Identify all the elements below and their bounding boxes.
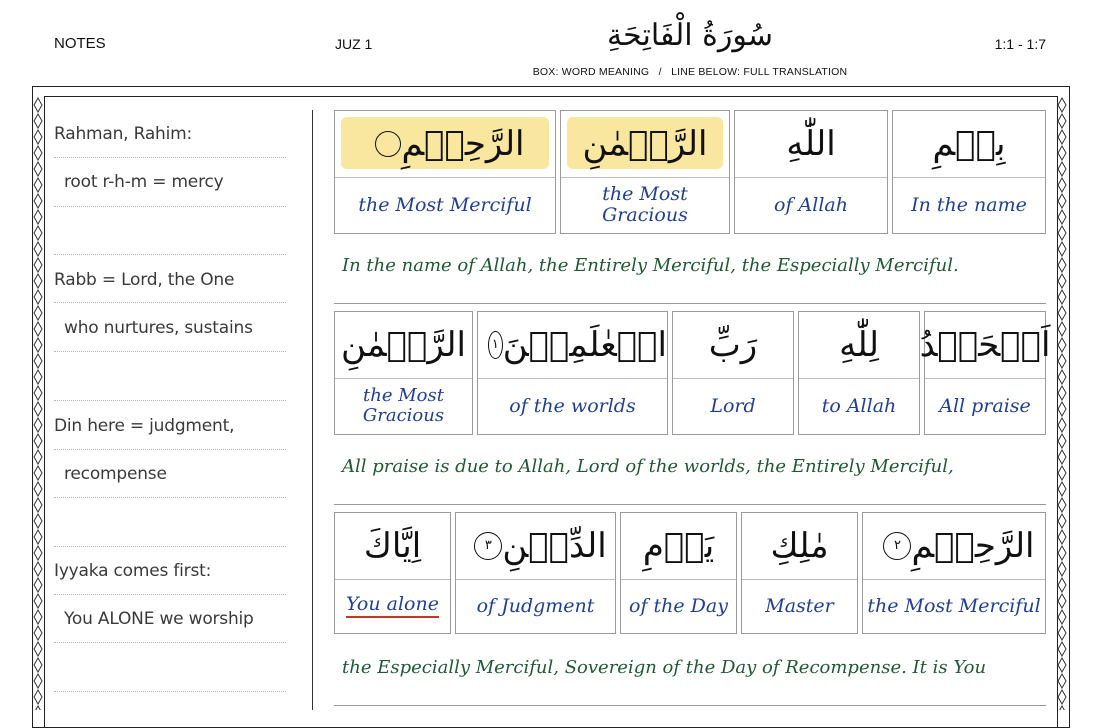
word-meaning: to Allah (821, 394, 897, 417)
arabic-word: الرَّحۡمٰنِ (561, 111, 729, 178)
word-box (477, 311, 668, 435)
row-divider (334, 705, 1046, 706)
surah-title: سُورَةُ الْفَاتِحَةِ (607, 18, 773, 53)
word-box (672, 311, 794, 435)
note-line-text: Rabb = Lord, the One (54, 270, 235, 290)
ayah-end-marker: ١ (488, 331, 503, 359)
word-box (334, 512, 451, 634)
word-box (455, 512, 616, 634)
word-box (560, 110, 730, 234)
word-meaning: In the name (911, 193, 1027, 216)
note-ruled-line (54, 449, 286, 450)
arabic-word: رَبِّ (673, 312, 793, 379)
arabic-word: مٰلِكِ (742, 513, 857, 580)
arabic-word: الرَّحِيۡمِ (335, 111, 555, 178)
note-ruled-line (54, 206, 286, 207)
word-meaning (335, 579, 450, 633)
notes-heading: NOTES (54, 35, 106, 52)
word-meaning: the Most Gracious (602, 183, 688, 226)
arabic-word: لِلّٰهِ (799, 312, 919, 379)
note-line-text: You ALONE we worship (64, 609, 254, 629)
note-line-text: Iyyaka comes first: (54, 561, 212, 581)
arabic-word: اِيَّاكَ (335, 513, 450, 580)
decorative-border-right (1057, 97, 1067, 710)
word-box (741, 512, 858, 634)
note-ruled-line (54, 302, 286, 303)
underlined-meaning: You alone (346, 594, 439, 618)
note-ruled-line (54, 691, 286, 692)
word-meaning: the Most Gracious (362, 385, 445, 426)
word-box (798, 311, 920, 435)
verse-translation: the Especially Merciful, Sovereign of the Day of Recompense. It is You (342, 657, 987, 678)
verse-translation: In the name of Allah, the Entirely Merciful, the Especially Merciful. (342, 255, 959, 276)
word-box (334, 110, 556, 234)
arabic-word: الرَّحِيۡمِ ٢ (863, 513, 1045, 580)
word-meaning: the Most Merciful (358, 193, 532, 216)
verse-range: 1:1 - 1:7 (994, 36, 1046, 52)
word-meaning: of Allah (774, 193, 848, 216)
word-meaning: the Most Merciful (867, 594, 1041, 617)
legend-caption: BOX: WORD MEANING / LINE BELOW: FULL TRANSLATION (532, 66, 848, 78)
word-box (862, 512, 1046, 634)
word-meaning: of Judgment (476, 594, 595, 617)
arabic-word: اللّٰهِ (735, 111, 887, 178)
note-ruled-line (54, 400, 286, 401)
arabic-word: الرَّحۡمٰنِ (335, 312, 472, 379)
note-line-text: Din here = judgment, (54, 416, 235, 436)
word-box (334, 311, 473, 435)
arabic-word: الۡعٰلَمِيۡنَ ١ (478, 312, 667, 379)
row-divider (334, 303, 1046, 304)
word-meaning: of the Day (629, 594, 728, 617)
note-line-text: Rahman, Rahim: (54, 124, 193, 144)
arabic-word: اَلۡحَمۡدُ (925, 312, 1045, 379)
arabic-word: الدِّيۡنِ ٣ (456, 513, 615, 580)
verse-translation: All praise is due to Allah, Lord of the worlds, the Entirely Merciful, (342, 456, 954, 477)
note-ruled-line (54, 594, 286, 595)
note-ruled-line (54, 157, 286, 158)
note-line-text: recompense (64, 464, 167, 484)
arabic-word: يَوۡمِ (621, 513, 736, 580)
word-box (892, 110, 1046, 234)
note-ruled-line (54, 254, 286, 255)
ayah-end-marker: ٢ (883, 532, 911, 560)
ayah-end-marker: ٣ (474, 532, 502, 560)
decorative-border-left (33, 97, 43, 710)
word-meaning: of the worlds (509, 394, 636, 417)
word-meaning: Lord (710, 394, 756, 417)
note-line-text: root r-h-m = mercy (64, 172, 224, 192)
juz-label: JUZ 1 (335, 36, 373, 52)
note-line-text: who nurtures, sustains (64, 318, 253, 338)
arabic-word: بِسۡمِ (893, 111, 1045, 178)
notes-divider (312, 110, 313, 710)
word-box (620, 512, 737, 634)
row-divider (334, 504, 1046, 505)
word-meaning: Master (765, 594, 834, 617)
note-ruled-line (54, 642, 286, 643)
word-box (734, 110, 888, 234)
note-ruled-line (54, 351, 286, 352)
word-box (919, 311, 1051, 435)
note-ruled-line (54, 497, 286, 498)
note-ruled-line (54, 546, 286, 547)
word-meaning: All praise (939, 394, 1031, 417)
